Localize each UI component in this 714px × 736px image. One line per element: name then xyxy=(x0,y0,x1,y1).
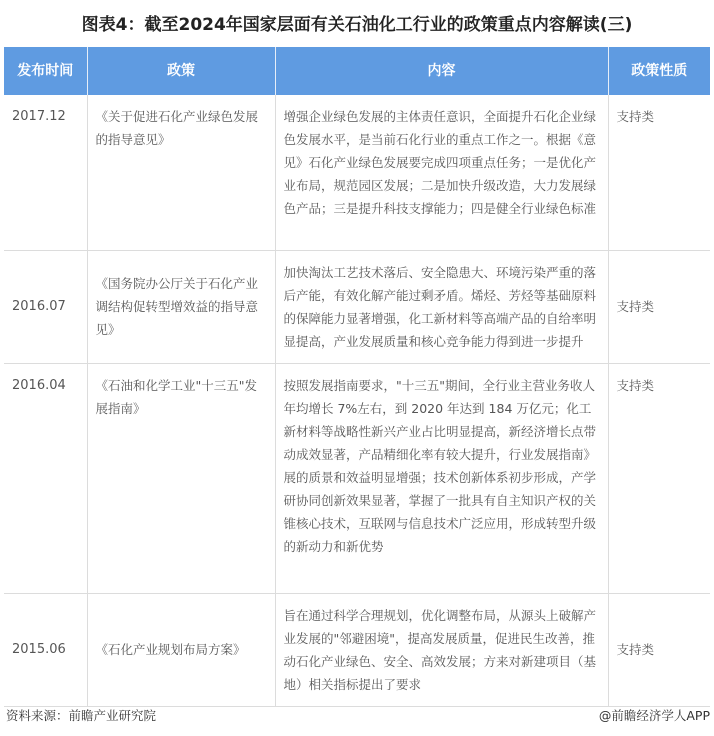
header-policy: 政策 xyxy=(87,47,275,95)
cell-date: 2015.06 xyxy=(4,593,87,706)
header-nature: 政策性质 xyxy=(608,47,710,95)
table-header-row xyxy=(4,47,710,95)
cell-policy: 《石油和化学工业"十三五"发展指南》 xyxy=(95,377,257,416)
cell-nature: 支持类 xyxy=(616,109,655,124)
cell-nature: 支持类 xyxy=(608,250,710,363)
cell-date: 2016.07 xyxy=(4,250,87,363)
cell-nature: 支持类 xyxy=(608,593,710,706)
cell-date: 2017.12 xyxy=(12,109,66,124)
credit-note: @前瞻经济学人APP xyxy=(598,708,710,723)
table-row xyxy=(4,95,710,250)
cell-date: 2016.04 xyxy=(12,377,66,393)
header-date: 发布时间 xyxy=(4,47,87,95)
cell-policy: 《关于促进石化产业绿色发展的指导意见》 xyxy=(95,109,259,147)
cell-content: 旨在通过科学合理规划，优化调整布局，从源头上破解产业发展的"邻避困境"，提高发展质量，促进民生改善，推动石化产业绿色、安全、高效发展；方来对新建项目（基地）相关指标提出了要求 xyxy=(283,607,597,692)
source-note: 资料来源：前瞻产业研究院 xyxy=(6,708,157,723)
cell-nature: 支持类 xyxy=(616,377,655,393)
cell-policy: 《石化产业规划布局方案》 xyxy=(87,593,275,706)
header-content: 内容 xyxy=(275,47,608,95)
cell-content: 增强企业绿色发展的主体责任意识，全面提升石化企业绿色发展水平，是当前石化行业的重点工作之一。根据《意见》石化产业绿色发展要完成四项重点任务；一是优化产业布局，规范园区发展；二是加快升级改造，大力发展绿色产品；三是提升科技支撑能力；四是健全行业绿色标准 xyxy=(283,109,597,216)
table-row xyxy=(4,363,710,593)
cell-content: 加快淘汰工艺技术落后、安全隐患大、环境污染严重的落后产能，有效化解产能过剩矛盾。烯烃、芳烃等基础原料的保障能力显著增强，化工新材料等高端产品的自给率明显提高，产业发展质量和核心竞争能力得到进一步提升 xyxy=(283,264,597,349)
page-title: 图表4：截至2024年国家层面有关石油化工行业的政策重点内容解读(三) xyxy=(81,15,633,35)
cell-policy: 《国务院办公厅关于石化产业调结构促转型增效益的指导意见》 xyxy=(87,250,275,363)
cell-content: 按照发展指南要求，"十三五"期间，全行业主营业务收人年均增长 7%左右，到 2020 年达到 184 万亿元；化工新材料等战略性新兴产业占比明显提高，新经济增长点带动成效显著，产品精细化率有较大提升，行业发展指南》展的质景和效益明显增强；技术创新体系初步形成，产学研协同创新效果显著，掌握了一批具有自主知识产权的关锥核心技术，互联网与信息技术广泛应用，形成转型升级的新动力和新优势 xyxy=(283,377,597,554)
table-row xyxy=(4,250,710,363)
table-row xyxy=(4,593,710,706)
policy-table xyxy=(4,47,710,707)
